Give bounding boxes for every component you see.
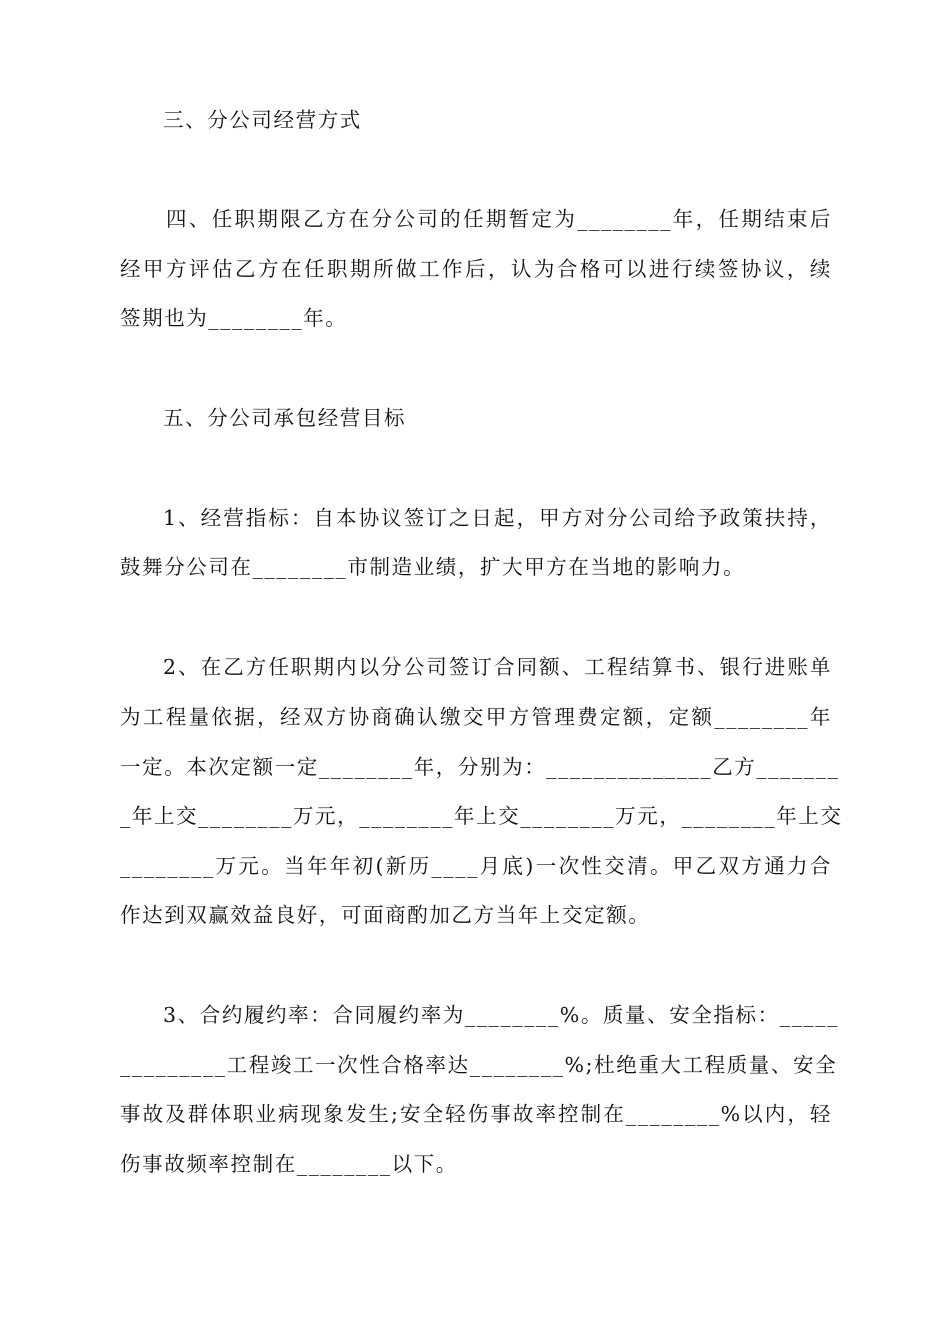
item-3-line-3: 事故及群体职业病现象发生;安全轻伤事故率控制在________%以内，轻 bbox=[120, 1102, 832, 1126]
item-2-line-2: 为工程量依据，经双方协商确认缴交甲方管理费定额，定额________年 bbox=[120, 705, 832, 729]
item-3-line-4: 伤事故频率控制在________以下。 bbox=[120, 1152, 458, 1176]
item-3-line-2: _________工程竣工一次性合格率达________%;杜绝重大工程质量、安全 bbox=[120, 1053, 838, 1077]
item-1-line-2: 鼓舞分公司在________市制造业绩，扩大甲方在当地的影响力。 bbox=[120, 555, 746, 579]
section-4-line-3: 签期也为________年。 bbox=[120, 306, 348, 330]
section-heading-5: 五、分公司承包经营目标 bbox=[163, 406, 407, 430]
item-2-line-3: 一定。本次定额一定________年，分别为：______________乙方_______ bbox=[120, 755, 840, 779]
item-3-line-1: 3、合约履约率：合同履约率为________%。质量、安全指标：_____ bbox=[163, 1003, 839, 1027]
item-2-line-1: 2、在乙方任职期内以分公司签订合同额、工程结算书、银行进账单 bbox=[163, 655, 832, 679]
section-4-line-2: 经甲方评估乙方在任职期所做工作后，认为合格可以进行续签协议，续 bbox=[120, 257, 832, 281]
section-4-line-1: 四、任职期限乙方在分公司的任期暂定为________年，任期结束后 bbox=[166, 207, 832, 231]
item-2-line-5: ________万元。当年年初(新历____月底)一次性交清。甲乙双方通力合 bbox=[120, 854, 832, 878]
section-heading-3: 三、分公司经营方式 bbox=[163, 108, 362, 132]
item-2-line-4: _年上交________万元，________年上交________万元，________年上交 bbox=[120, 804, 843, 828]
item-1-line-1: 1、经营指标：自本协议签订之日起，甲方对分公司给予政策扶持， bbox=[163, 506, 832, 530]
item-2-line-6: 作达到双赢效益良好，可面商酌加乙方当年上交定额。 bbox=[120, 903, 651, 927]
